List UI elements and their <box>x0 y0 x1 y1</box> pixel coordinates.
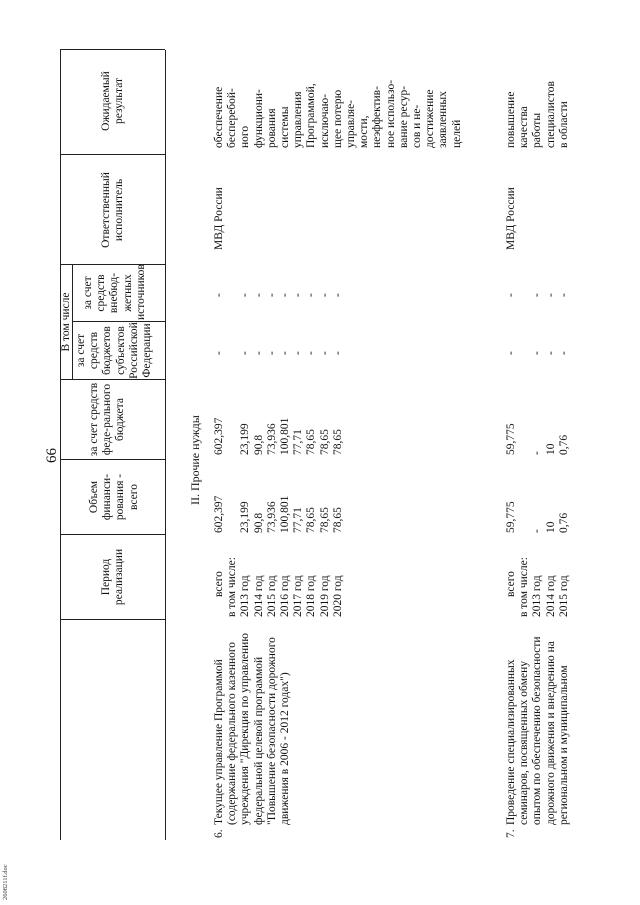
period: 2020 год <box>331 575 344 617</box>
row-number: 7. <box>505 829 517 838</box>
federal-value: 59,775 <box>505 423 517 455</box>
period: 2015 год <box>557 575 570 617</box>
table-top-border <box>60 50 61 840</box>
result-line: Программой, <box>305 83 318 148</box>
description-line: Текущее управление Программой <box>213 659 225 825</box>
extra-value: - <box>213 293 225 297</box>
row-executor: МВД России <box>213 187 225 250</box>
regional-value <box>226 351 239 355</box>
result-line: качества <box>518 106 531 148</box>
result-line: неэффектив- <box>371 86 384 148</box>
row-periods <box>213 557 345 617</box>
total-value: 602,397 <box>213 495 225 533</box>
row-extra-budget <box>505 293 571 297</box>
result-line: рования <box>265 108 278 148</box>
total-value: 90,8 <box>252 512 265 533</box>
regional-value: - <box>239 351 252 355</box>
col-border <box>60 534 165 535</box>
row-periods <box>505 557 571 617</box>
federal-value: 90,8 <box>252 434 265 455</box>
result-line: управления <box>292 91 305 148</box>
result-line: повышение <box>505 91 517 148</box>
regional-value: - <box>213 351 225 355</box>
result-line: системы <box>279 106 292 148</box>
header-federal: за счет средств феде-рального бюджета <box>88 382 127 457</box>
row-executor: МВД России <box>505 187 517 250</box>
period: 2018 год <box>305 575 318 617</box>
extra-value: - <box>265 293 278 297</box>
result-line: ного <box>239 125 252 148</box>
col-border <box>60 49 165 50</box>
total-value: 73,936 <box>265 501 278 533</box>
description-line: дорожного движения и внедрению на <box>544 641 557 825</box>
col-border <box>60 619 165 620</box>
total-value: - <box>531 529 544 533</box>
regional-value: - <box>505 351 517 355</box>
federal-value: 602,397 <box>213 417 225 455</box>
col-border <box>60 264 165 265</box>
header-expected-result: Ожидаемый результат <box>100 71 126 131</box>
extra-value: - <box>252 293 265 297</box>
description-line: (содержание федерального казенного <box>226 641 239 825</box>
header-extra-budget: за счет средств внебюд-жетных источников <box>82 264 147 320</box>
result-line: в области <box>557 101 570 148</box>
federal-value <box>226 418 239 455</box>
total-value: 0,76 <box>557 512 570 533</box>
extra-value <box>226 293 239 297</box>
footer-doc-code: 2608211f.doc <box>2 864 9 900</box>
federal-value: 10 <box>544 443 557 455</box>
result-line: достижение <box>424 89 437 148</box>
section-title: II. Прочие нужды <box>188 415 202 505</box>
row-number: 6. <box>213 829 225 838</box>
result-line: обеспечение <box>213 86 225 148</box>
header-regional: за счет средств бюджетов субъектов Российской Федерации <box>75 322 154 379</box>
period: 2017 год <box>292 575 305 617</box>
extra-value: - <box>531 293 544 297</box>
period: 2013 год <box>531 575 544 617</box>
federal-value: 100,801 <box>279 417 291 455</box>
extra-value: - <box>544 293 557 297</box>
federal-value: 78,65 <box>318 429 331 455</box>
federal-value: 77,71 <box>292 429 305 455</box>
regional-value: - <box>305 351 318 355</box>
total-value <box>226 496 239 533</box>
result-line: ное использо- <box>384 79 397 148</box>
row-extra-budget <box>213 293 345 297</box>
extra-value <box>518 293 531 297</box>
extra-value: - <box>239 293 252 297</box>
result-line: работы <box>531 112 544 148</box>
header-executor: Ответственный исполнитель <box>100 172 126 248</box>
row-totals <box>505 501 571 533</box>
extra-value: - <box>279 293 291 297</box>
description-line: движения в 2006 - 2012 годах") <box>279 672 292 825</box>
extra-value: - <box>318 293 331 297</box>
regional-value: - <box>331 351 344 355</box>
regional-value: - <box>265 351 278 355</box>
extra-value: - <box>292 293 305 297</box>
regional-value: - <box>544 351 557 355</box>
period: в том числе: <box>226 557 239 617</box>
total-value: 78,65 <box>331 507 344 533</box>
extra-value: - <box>305 293 318 297</box>
federal-value: 78,65 <box>305 429 318 455</box>
regional-value <box>518 351 531 355</box>
regional-value: - <box>557 351 570 355</box>
row-totals <box>213 496 345 533</box>
total-value: 23,199 <box>239 501 252 533</box>
regional-value: - <box>318 351 331 355</box>
result-line: заявленных <box>437 91 450 148</box>
federal-value: 73,936 <box>265 423 278 455</box>
description-line: семинаров, посвященных обмену <box>518 661 531 825</box>
page-number: 66 <box>44 448 60 463</box>
result-line: целей <box>450 119 463 148</box>
federal-value: 23,199 <box>239 423 252 455</box>
period: 2015 год <box>265 575 278 617</box>
row-description <box>505 636 571 825</box>
extra-value: - <box>505 293 517 297</box>
row-regional <box>505 351 571 355</box>
result-line: специалистов <box>544 81 557 148</box>
federal-value: 78,65 <box>331 429 344 455</box>
header-volume-total: Объем финанси-рования - всего <box>88 473 140 521</box>
period: 2019 год <box>318 575 331 617</box>
regional-value: - <box>531 351 544 355</box>
description-line: федеральной целевой программой <box>252 656 265 825</box>
row-expected-result <box>505 81 571 148</box>
period: 2014 год <box>252 575 265 617</box>
header-including: В том числе <box>60 292 72 352</box>
total-value: 78,65 <box>318 507 331 533</box>
row-regional <box>213 351 345 355</box>
col-border <box>60 154 165 155</box>
col-border <box>60 379 165 380</box>
description-line: региональном и муниципальном <box>557 665 570 825</box>
row-federal <box>213 418 345 455</box>
extra-value: - <box>331 293 344 297</box>
result-line: мости, <box>358 115 371 148</box>
regional-value: - <box>252 351 265 355</box>
federal-value: 0,76 <box>557 434 570 455</box>
total-value <box>518 501 531 533</box>
result-line: бесперебой- <box>226 88 239 148</box>
period: в том числе: <box>518 557 531 617</box>
result-line: вание ресур- <box>397 85 410 148</box>
description-line: учреждения "Дирекция по управлению <box>239 633 252 825</box>
period: 2016 год <box>279 575 292 617</box>
header-bottom-border <box>165 50 166 840</box>
total-value: 100,801 <box>279 495 291 533</box>
row-expected-result <box>213 80 464 148</box>
row-description <box>213 633 292 825</box>
result-line: щее потерю <box>331 89 344 148</box>
row-federal <box>505 423 571 455</box>
col-border <box>60 459 165 460</box>
result-line: управляе- <box>345 100 358 148</box>
period: всего <box>505 571 517 597</box>
federal-value <box>518 423 531 455</box>
description-line: "Повышение безопасности дорожного <box>265 637 278 825</box>
period: всего <box>213 571 225 597</box>
result-line: сов и не- <box>411 104 424 148</box>
result-line: исключаю- <box>318 93 331 148</box>
regional-value: - <box>292 351 305 355</box>
header-period: Период реализации <box>100 548 126 606</box>
total-value: 10 <box>544 521 557 533</box>
result-line: функциони- <box>252 89 265 148</box>
description-line: опытом по обеспечению безопасности <box>531 636 544 825</box>
total-value: 77,71 <box>292 507 305 533</box>
period: 2014 год <box>544 575 557 617</box>
regional-value: - <box>279 351 291 355</box>
total-value: 59,775 <box>505 501 517 533</box>
extra-value: - <box>557 293 570 297</box>
description-line: Проведение специализированных <box>505 659 517 825</box>
period: 2013 год <box>239 575 252 617</box>
total-value: 78,65 <box>305 507 318 533</box>
federal-value: - <box>531 451 544 455</box>
